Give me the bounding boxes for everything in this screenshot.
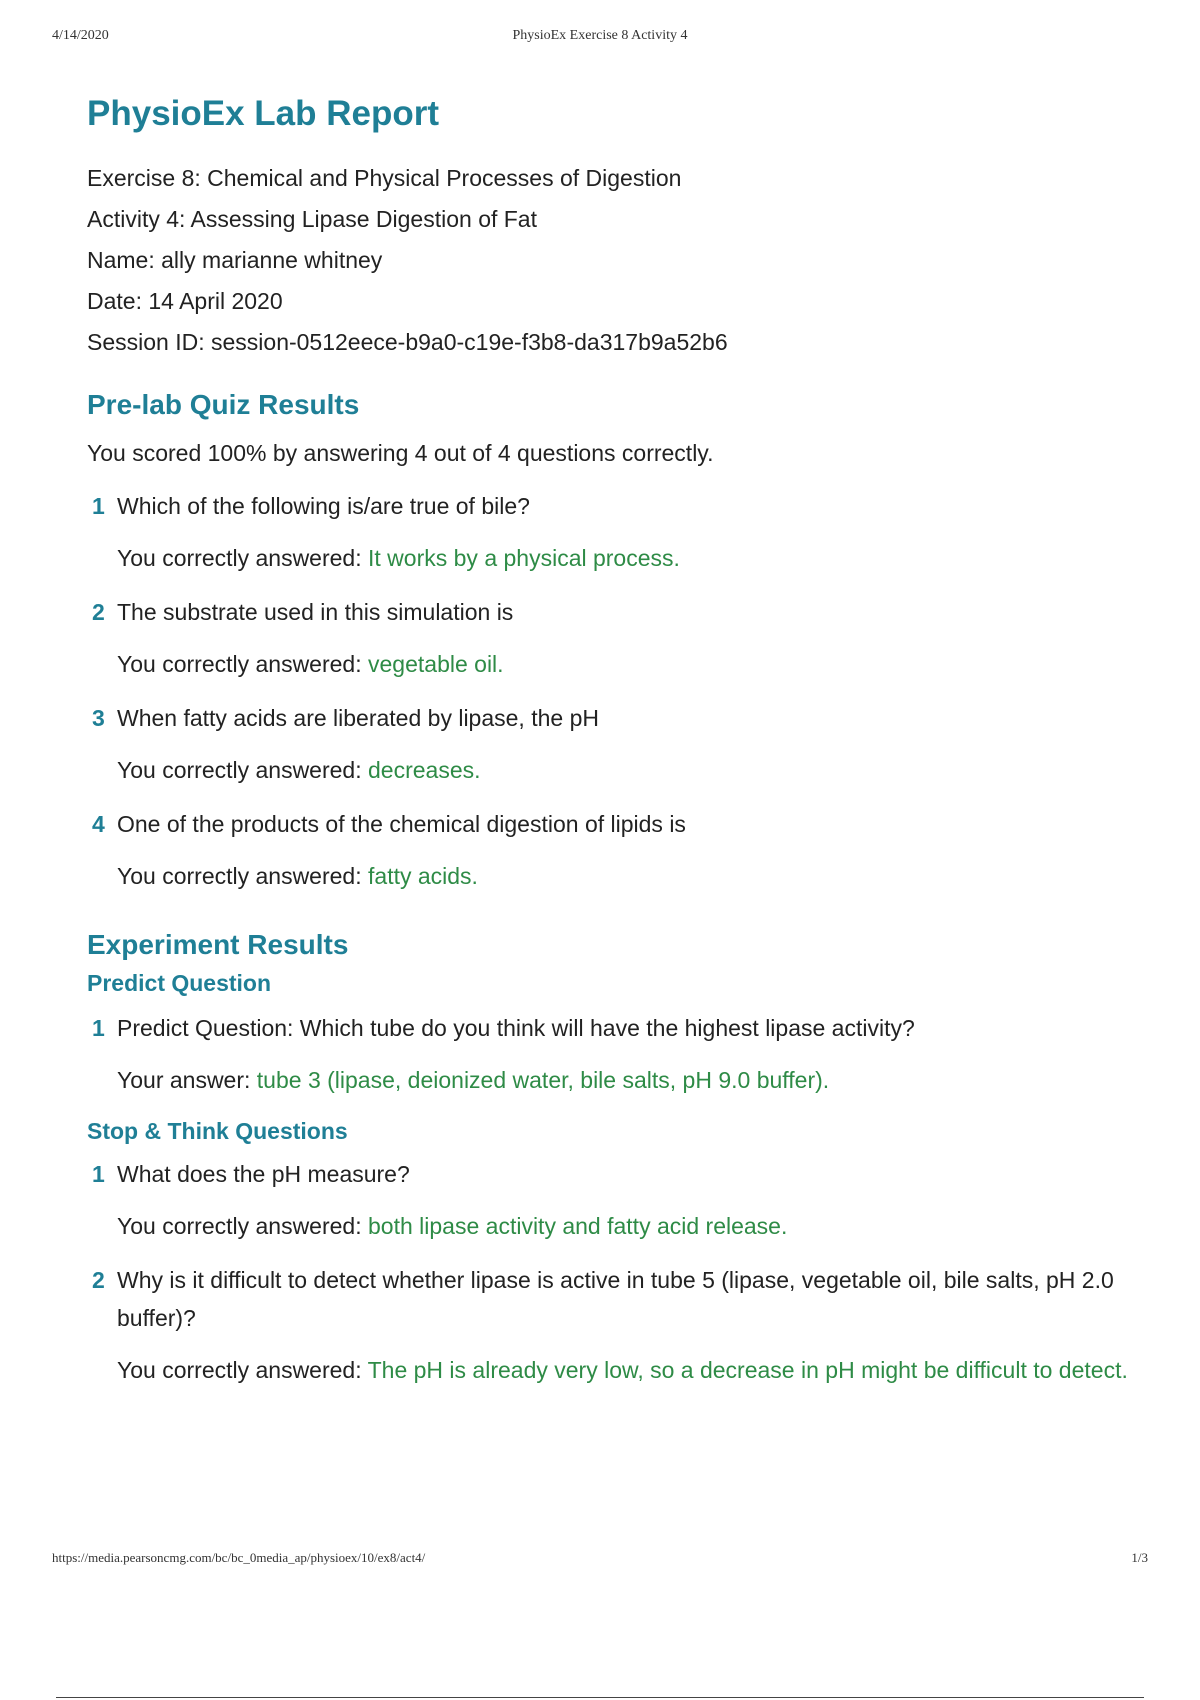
lab-report <box>87 92 1147 1389</box>
answer-value: both lipase activity and fatty acid release. <box>368 1213 788 1239</box>
report-meta <box>87 158 1147 363</box>
answer-label: You correctly answered: <box>117 757 362 783</box>
answer-value: decreases. <box>368 757 481 783</box>
answer-value: It works by a physical process. <box>368 545 680 571</box>
question-number: 1 <box>92 1015 105 1041</box>
question-number: 2 <box>92 599 105 625</box>
question-text: Which of the following is/are true of bile? <box>117 493 530 519</box>
answer-label: You correctly answered: <box>117 545 362 571</box>
activity-line: Activity 4: Assessing Lipase Digestion of Fat <box>87 206 537 232</box>
question-text: What does the pH measure? <box>117 1161 410 1187</box>
question-text: Why is it difficult to detect whether lipase is active in tube 5 (lipase, vegetable oil, bile salts, pH 2.0 buffer)? <box>117 1267 1114 1331</box>
answer-label: You correctly answered: <box>117 1357 362 1383</box>
question-number: 4 <box>92 811 105 837</box>
page-number: 1/3 <box>1131 1550 1148 1565</box>
answer-label: You correctly answered: <box>117 651 362 677</box>
prelab-score: You scored 100% by answering 4 out of 4 questions correctly. <box>87 440 714 466</box>
predict-question-1 <box>87 1009 1147 1099</box>
stop-think-question-1 <box>87 1155 1147 1245</box>
date-line: Date: 14 April 2020 <box>87 288 283 314</box>
experiment-heading: Experiment Results <box>87 929 349 960</box>
answer-label: You correctly answered: <box>117 863 362 889</box>
answer-value: The pH is already very low, so a decrease in pH might be difficult to detect. <box>367 1357 1128 1383</box>
predict-heading: Predict Question <box>87 970 272 996</box>
print-title: PhysioEx Exercise 8 Activity 4 <box>512 28 688 43</box>
question-number: 1 <box>92 1161 105 1187</box>
page-url: https://media.pearsoncmg.com/bc/bc_0media_ap/physioex/10/ex8/act4/ <box>52 1550 426 1565</box>
session-line: Session ID: session-0512eece-b9a0-c19e-f3b8-da317b9a52b6 <box>87 329 728 355</box>
question-text: One of the products of the chemical digestion of lipids is <box>117 811 686 837</box>
prelab-question-2 <box>87 593 1147 683</box>
page-title: PhysioEx Lab Report <box>87 94 440 133</box>
prelab-question-1 <box>87 487 1147 577</box>
answer-label: You correctly answered: <box>117 1213 362 1239</box>
prelab-question-3 <box>87 699 1147 789</box>
prelab-question-4 <box>87 805 1147 895</box>
stop-think-heading: Stop & Think Questions <box>87 1118 348 1144</box>
print-date: 4/14/2020 <box>52 28 109 43</box>
name-line: Name: ally marianne whitney <box>87 247 383 273</box>
question-text: When fatty acids are liberated by lipase, the pH <box>117 705 599 731</box>
question-number: 3 <box>92 705 105 731</box>
question-text: Predict Question: Which tube do you think will have the highest lipase activity? <box>117 1015 915 1041</box>
question-number: 1 <box>92 493 105 519</box>
answer-value: vegetable oil. <box>368 651 504 677</box>
answer-value: tube 3 (lipase, deionized water, bile salts, pH 9.0 buffer). <box>256 1067 830 1093</box>
stop-think-question-2 <box>87 1261 1147 1389</box>
question-text: The substrate used in this simulation is <box>117 599 514 625</box>
question-number: 2 <box>92 1267 105 1293</box>
prelab-heading: Pre-lab Quiz Results <box>87 389 360 420</box>
answer-value: fatty acids. <box>368 863 478 889</box>
answer-label: Your answer: <box>117 1067 251 1093</box>
exercise-line: Exercise 8: Chemical and Physical Processes of Digestion <box>87 165 682 191</box>
page-divider <box>56 1697 1144 1698</box>
